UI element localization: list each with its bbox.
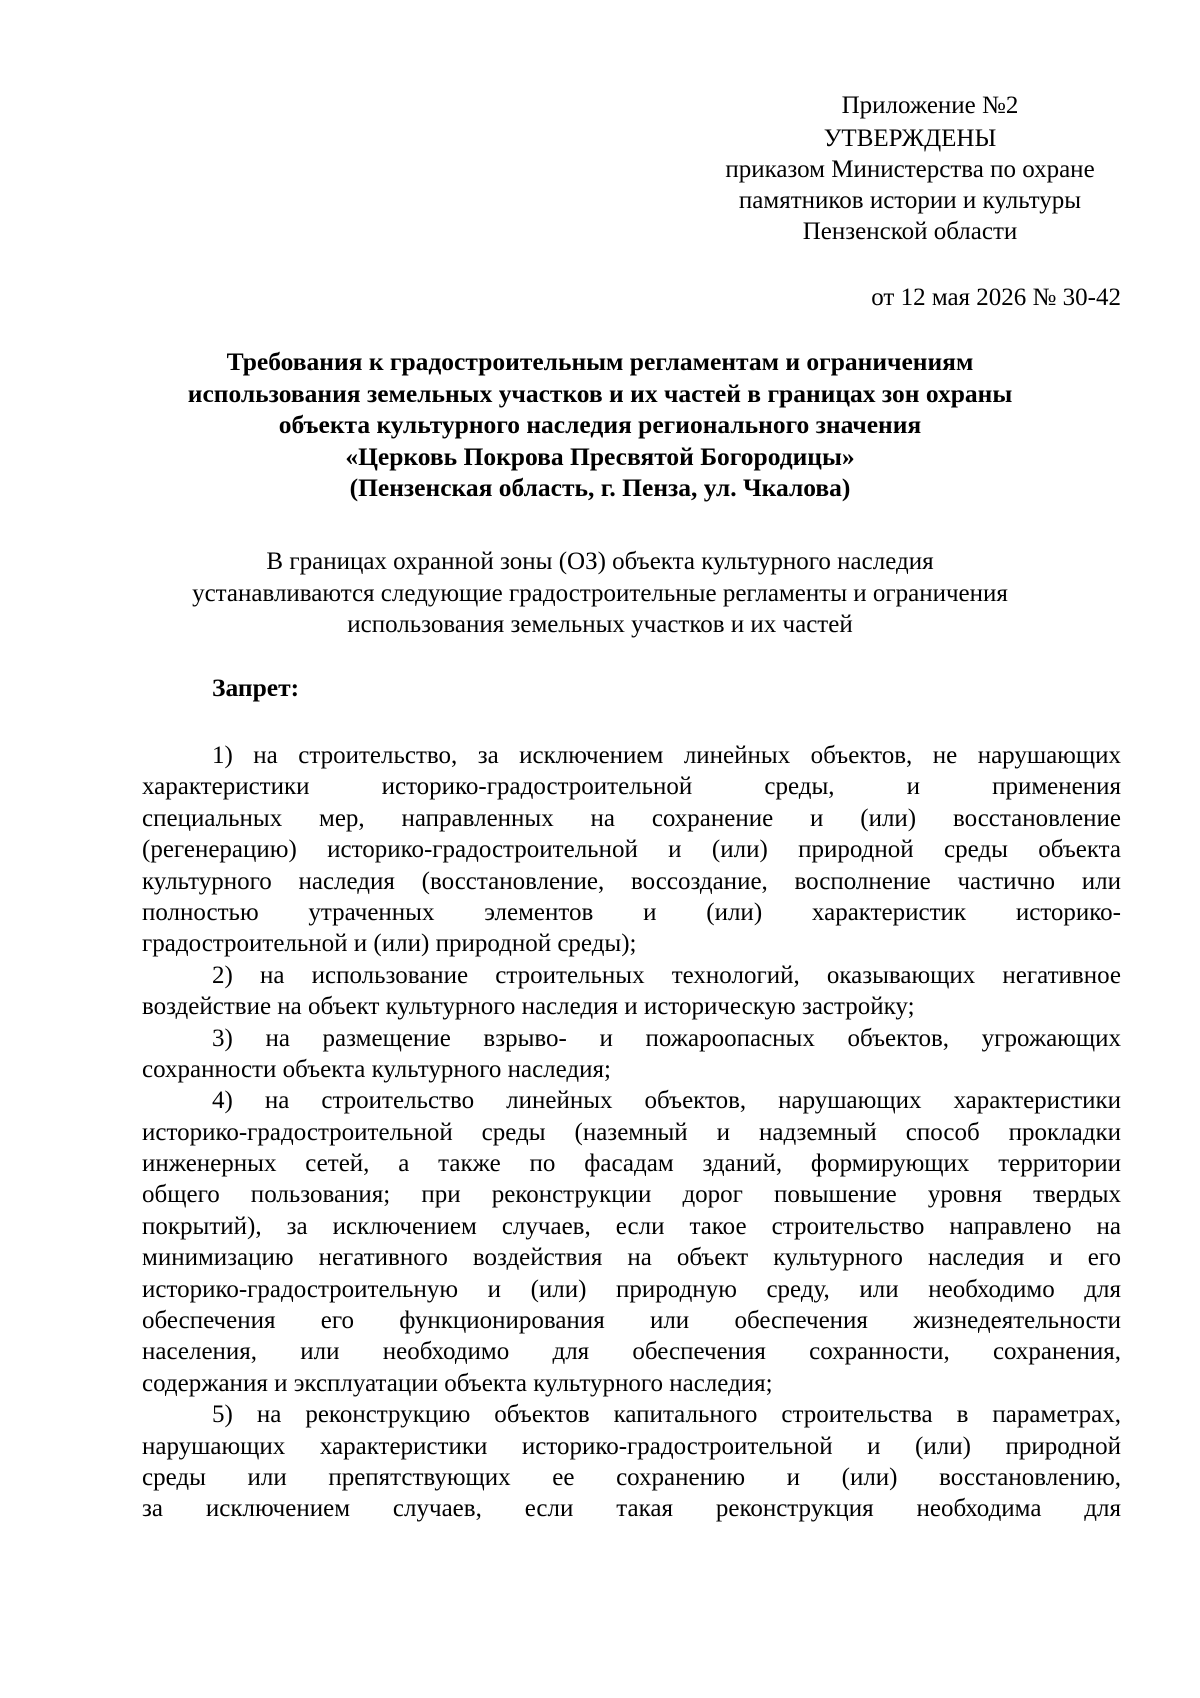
body-line: историко-градостроительную и (или) природную среду, или необходимо для	[142, 1275, 1121, 1303]
body-line: 3) на размещение взрыво- и пожароопасных объектов, угрожающих	[212, 1024, 1121, 1052]
title-line-1: Требования к градостроительным регламентам и ограничениям	[226, 347, 974, 376]
body-line: воздействие на объект культурного наследия и историческую застройку;	[142, 993, 915, 1021]
body-line: 2) на использование строительных технологий, оказывающих негативное	[212, 961, 1121, 989]
title-line-2: использования земельных участков и их частей в границах зон охраны	[187, 378, 1013, 408]
body-line: минимизацию негативного воздействия на объект культурного наследия и его	[142, 1244, 1121, 1272]
title-line-4: «Церковь Покрова Пресвятой Богородицы»	[345, 441, 855, 471]
body-line: (регенерацию) историко-градостроительной и (или) природной среды объекта	[142, 836, 1121, 864]
approval-line-2: памятников истории и культуры	[738, 187, 1082, 214]
approval-block	[700, 90, 1120, 247]
body-line: культурного наследия (восстановление, воссоздание, восполнение частично или	[142, 867, 1121, 895]
approved-label: УТВЕРЖДЕНЫ	[823, 125, 997, 152]
body-line: покрытий), за исключением случаев, если такое строительство направлено на	[142, 1212, 1121, 1240]
intro-paragraph	[140, 546, 1060, 641]
body-line: 5) на реконструкцию объектов капитального строительства в параметрах,	[212, 1401, 1121, 1429]
intro-line-3: использования земельных участков и их частей	[347, 611, 853, 638]
body-line: 1) на строительство, за исключением линейных объектов, не нарушающих	[212, 742, 1121, 769]
body-line: обеспечения его функционирования или обеспечения жизнедеятельности	[142, 1307, 1121, 1335]
title-line-5: (Пензенская область, г. Пенза, ул. Чкалова)	[349, 473, 851, 502]
order-date-number: от 12 мая 2026 № 30-42	[871, 284, 1121, 311]
body-line: за исключением случаев, если такая реконструкция необходима для	[142, 1495, 1121, 1523]
body-line: сохранности объекта культурного наследия;	[142, 1055, 611, 1083]
body-line: специальных мер, направленных на сохранение и (или) восстановление	[142, 804, 1121, 832]
body-line: 4) на строительство линейных объектов, нарушающих характеристики	[212, 1087, 1121, 1115]
title-line-3: объекта культурного наследия регионального значения	[278, 410, 922, 439]
body-line: характеристики историко-градостроительной среды, и применения	[142, 773, 1121, 801]
body-line: историко-градостроительной среды (наземный и надземный способ прокладки	[142, 1118, 1121, 1146]
body-line: нарушающих характеристики историко-градостроительной и (или) природной	[142, 1432, 1121, 1460]
body-line: инженерных сетей, а также по фасадам зданий, формирующих территории	[142, 1150, 1121, 1178]
body-line: градостроительной и (или) природной среды);	[142, 930, 637, 958]
annex-number: Приложение №2	[841, 92, 1019, 119]
body-text	[142, 740, 1121, 1525]
body-line: населения, или необходимо для обеспечения сохранности, сохранения,	[142, 1338, 1121, 1366]
approval-line-1: приказом Министерства по охране	[725, 156, 1095, 183]
approval-line-3: Пензенской области	[802, 218, 1018, 245]
body-line: среды или препятствующих ее сохранению и (или) восстановлению,	[142, 1463, 1121, 1491]
document-title	[130, 346, 1070, 504]
intro-line-1: В границах охранной зоны (ОЗ) объекта культурного наследия	[266, 548, 934, 575]
body-line: общего пользования; при реконструкции дорог повышение уровня твердых	[142, 1181, 1121, 1209]
body-line: содержания и эксплуатации объекта культурного наследия;	[142, 1369, 773, 1397]
ban-heading: Запрет:	[212, 673, 300, 702]
body-line: полностью утраченных элементов и (или) характеристик историко-	[142, 898, 1121, 926]
intro-line-2: устанавливаются следующие градостроительные регламенты и ограничения	[192, 579, 1008, 607]
